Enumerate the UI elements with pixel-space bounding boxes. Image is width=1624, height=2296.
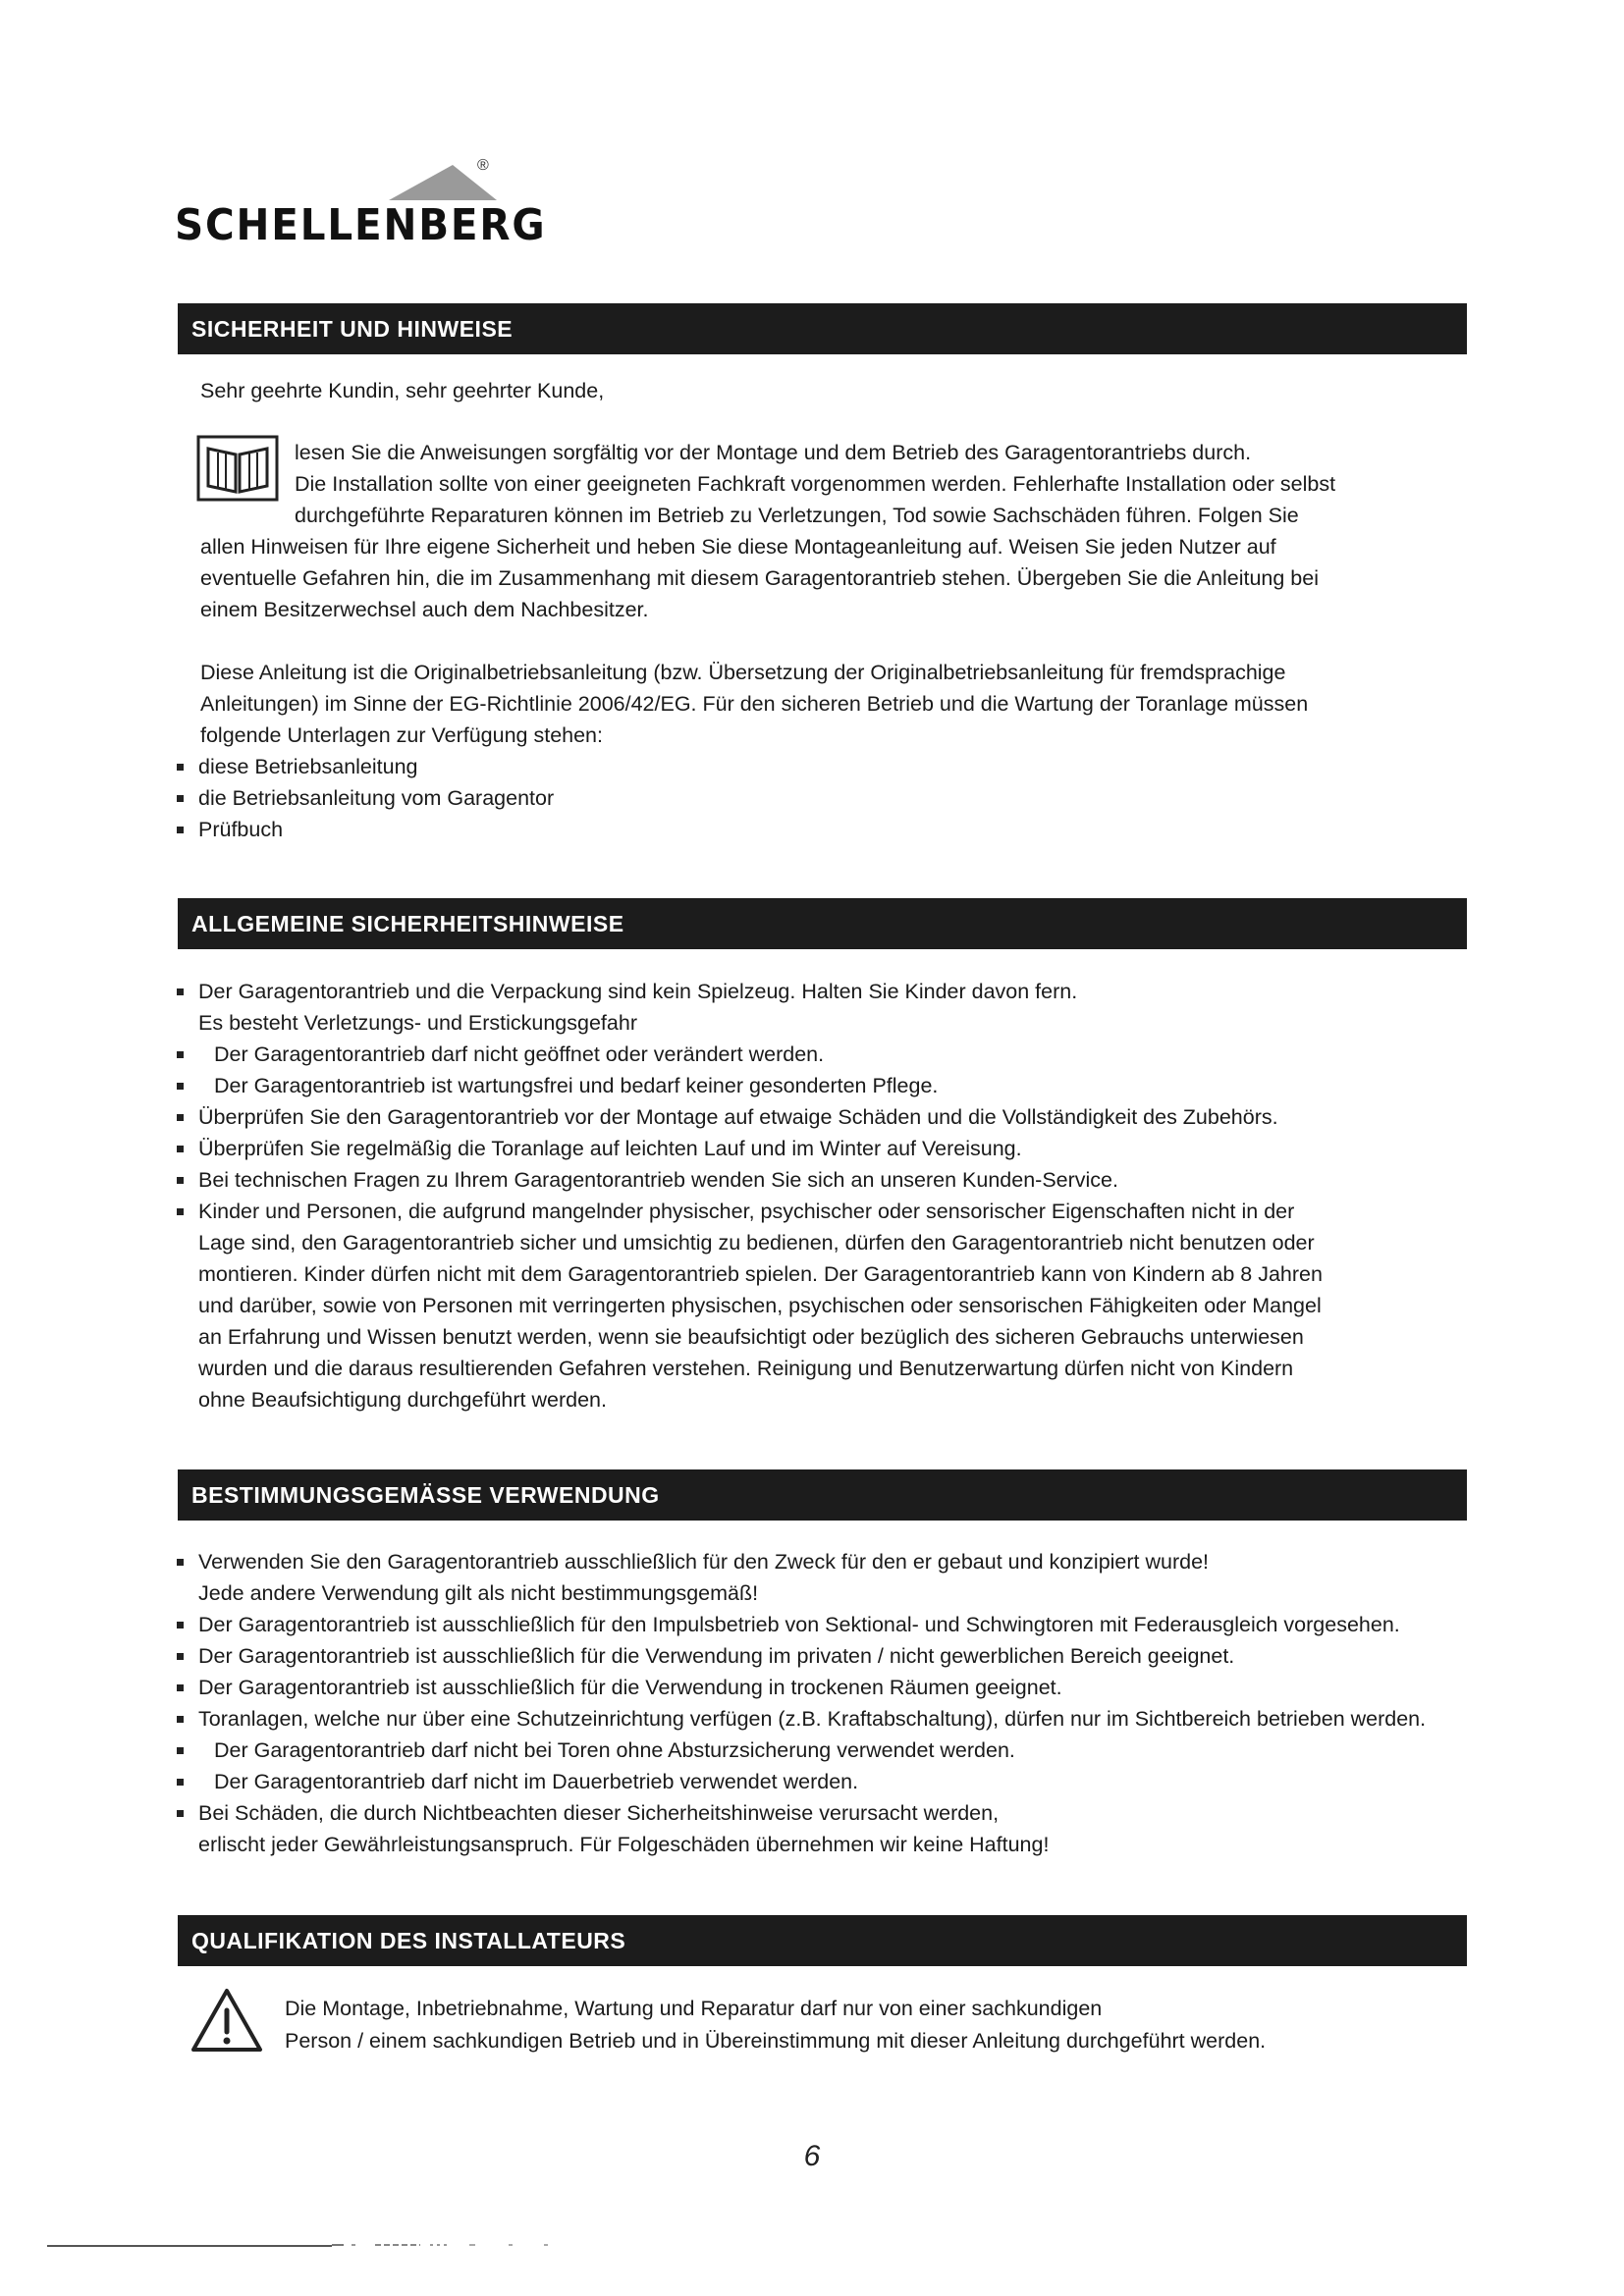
intended-use-list (177, 1546, 1473, 1860)
brand-name: SCHELLENBERG (175, 200, 547, 250)
list-item: die Betriebsanleitung vom Garagentor (177, 782, 554, 814)
list-item: Toranlagen, welche nur über eine Schutzeinrichtung verfügen (z.B. Kraftabschaltung), dürfen nur im Sichtbereich betrieben werden. (177, 1703, 1473, 1735)
list-item: Kinder und Personen, die aufgrund mangelnder physischer, psychischer oder sensorischer Eigenschaften nicht in der Lage sind, den Garagentorantrieb sicher und umsichtig zu bedienen, dürfen den Garagentorantrieb nicht benutzen oder montieren. Kinder dürfen nicht mit dem Garagentorantrieb spielen. Der Garagentorantrieb kann von Kindern ab 8 Jahren und darüber, sowie von Personen mit verringerten physischen, psychischen oder sensorischen Fähigkeiten oder Mangel an Erfahrung und Wissen benutzt werden, wenn sie beaufsichtigt oder bezüglich des sicheren Gebrauchs unterwiesen wurden und die daraus resultierenden Gefahren verstehen. Reinigung und Benutzerwartung dürfen nicht von Kindern ohne Beaufsichtigung durchgeführt werden. (177, 1196, 1473, 1415)
intro-line-5: eventuelle Gefahren hin, die im Zusammenhang mit diesem Garagentorantrieb stehen. Übergeben Sie die Anleitung bei (200, 566, 1319, 590)
list-item: Der Garagentorantrieb darf nicht im Dauerbetrieb verwendet werden. (177, 1766, 1473, 1797)
list-item: Verwenden Sie den Garagentorantrieb ausschließlich für den Zweck für den er gebaut und konzipiert wurde! Jede andere Verwendung gilt als nicht bestimmungsgemäß! (177, 1546, 1473, 1609)
original-line: Diese Anleitung ist die Originalbetriebsanleitung (bzw. Übersetzung der Originalbetriebsanleitung für fremdsprachige (200, 661, 1286, 684)
warning-triangle-icon (189, 1987, 264, 2054)
list-item: Der Garagentorantrieb ist wartungsfrei und bedarf keiner gesonderten Pflege. (177, 1070, 1473, 1101)
section-title-safety: SICHERHEIT UND HINWEISE (178, 303, 1467, 354)
original-manual-paragraph (200, 657, 1308, 751)
section-title-qualification: QUALIFIKATION DES INSTALLATEURS (178, 1915, 1467, 1966)
intro-line-3: durchgeführte Reparaturen können im Betrieb zu Verletzungen, Tod sowie Sachschäden führen. Folgen Sie (295, 504, 1299, 527)
list-item: Der Garagentorantrieb darf nicht geöffnet oder verändert werden. (177, 1039, 1473, 1070)
footer-artifact (332, 2242, 558, 2248)
section-title-intended-use: BESTIMMUNGSGEMÄSSE VERWENDUNG (178, 1469, 1467, 1521)
list-item: Der Garagentorantrieb und die Verpackung sind kein Spielzeug. Halten Sie Kinder davon fern. Es besteht Verletzungs- und Erstickungsgefahr (177, 976, 1473, 1039)
list-item: Der Garagentorantrieb ist ausschließlich für die Verwendung im privaten / nicht gewerblichen Bereich geeignet. (177, 1640, 1473, 1672)
section-title-general: ALLGEMEINE SICHERHEITSHINWEISE (178, 898, 1467, 949)
list-item: diese Betriebsanleitung (177, 751, 554, 782)
intro-line-4: allen Hinweisen für Ihre eigene Sicherheit und heben Sie diese Montageanleitung auf. Weisen Sie jeden Nutzer auf (200, 535, 1276, 559)
original-line: folgende Unterlagen zur Verfügung stehen: (200, 723, 603, 747)
general-safety-list (177, 976, 1473, 1415)
list-item: Der Garagentorantrieb ist ausschließlich für den Impulsbetrieb von Sektional- und Schwingtoren mit Federausgleich vorgesehen. (177, 1609, 1473, 1640)
greeting: Sehr geehrte Kundin, sehr geehrter Kunde, (200, 379, 605, 402)
registered-mark: ® (477, 157, 489, 174)
qualification-line-1: Die Montage, Inbetriebnahme, Wartung und Reparatur darf nur von einer sachkundigen (285, 1997, 1103, 2020)
footer-divider (47, 2245, 332, 2247)
intro-line-6: einem Besitzerwechsel auch dem Nachbesitzer. (200, 598, 649, 621)
qualification-line-2: Person / einem sachkundigen Betrieb und in Übereinstimmung mit dieser Anleitung durchgeführt werden. (285, 2029, 1267, 2053)
list-item: Prüfbuch (177, 814, 554, 845)
list-item: Überprüfen Sie den Garagentorantrieb vor der Montage auf etwaige Schäden und die Vollständigkeit des Zubehörs. (177, 1101, 1473, 1133)
intro-line-1: lesen Sie die Anweisungen sorgfältig vor der Montage und dem Betrieb des Garagentorantriebs durch. (295, 441, 1252, 464)
brand-logo (175, 157, 547, 250)
page-number: 6 (803, 2140, 821, 2172)
original-line: Anleitungen) im Sinne der EG-Richtlinie 2006/42/EG. Für den sicheren Betrieb und die Wartung der Toranlage müssen (200, 692, 1309, 716)
list-item: Der Garagentorantrieb ist ausschließlich für die Verwendung in trockenen Räumen geeignet. (177, 1672, 1473, 1703)
manual-book-icon (196, 435, 279, 502)
list-item: Der Garagentorantrieb darf nicht bei Toren ohne Absturzsicherung verwendet werden. (177, 1735, 1473, 1766)
list-item: Überprüfen Sie regelmäßig die Toranlage auf leichten Lauf und im Winter auf Vereisung. (177, 1133, 1473, 1164)
list-item: Bei technischen Fragen zu Ihrem Garagentorantrieb wenden Sie sich an unseren Kunden-Service. (177, 1164, 1473, 1196)
documents-list (177, 751, 554, 845)
intro-line-2: Die Installation sollte von einer geeigneten Fachkraft vorgenommen werden. Fehlerhafte Installation oder selbst (295, 472, 1336, 496)
list-item: Bei Schäden, die durch Nichtbeachten dieser Sicherheitshinweise verursacht werden, erlischt jeder Gewährleistungsanspruch. Für Folgeschäden übernehmen wir keine Haftung! (177, 1797, 1473, 1860)
